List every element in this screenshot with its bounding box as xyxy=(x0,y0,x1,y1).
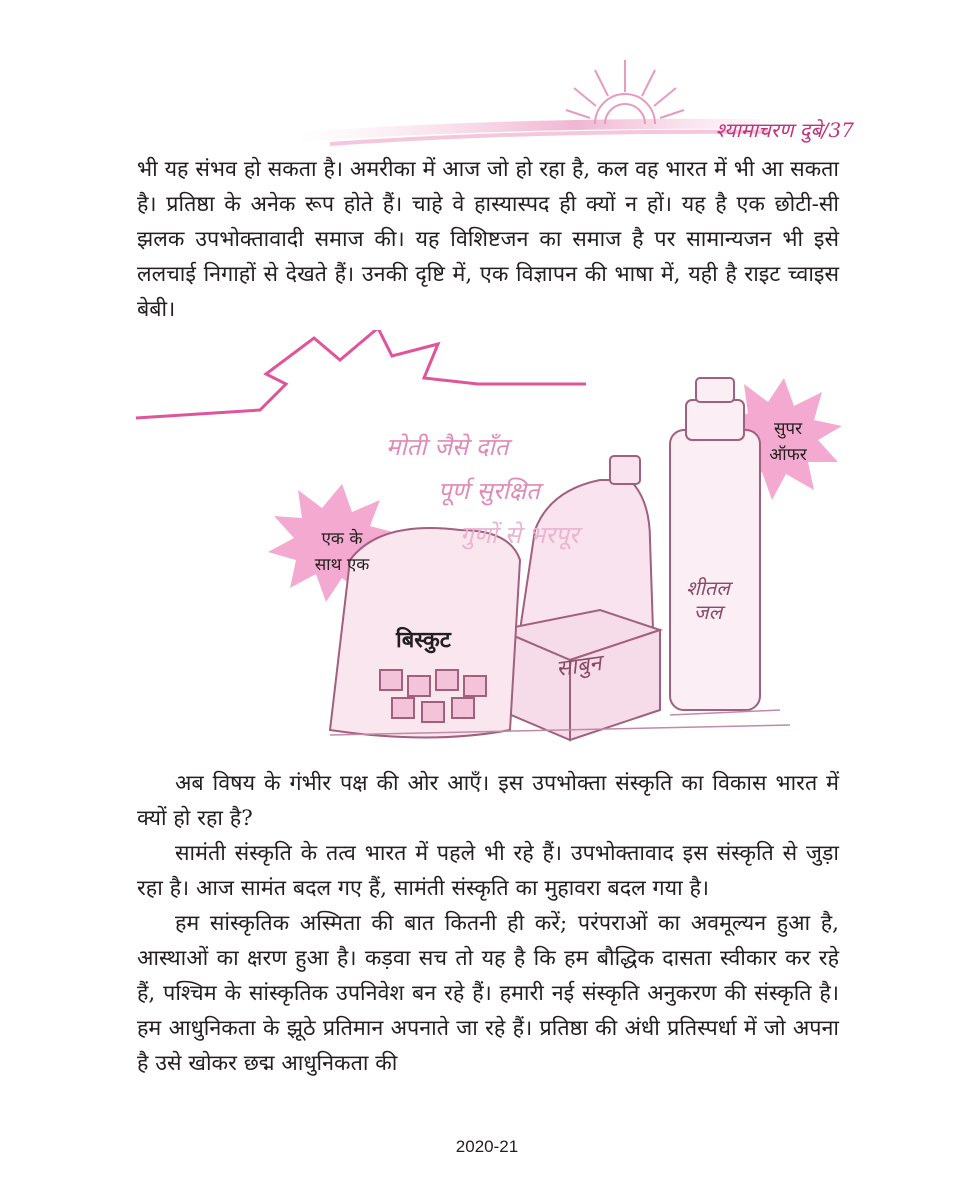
water-label-line-1: शीतल xyxy=(686,576,730,600)
offer-right-line-2: ऑफर xyxy=(769,445,807,465)
water-label-line-2: जल xyxy=(693,600,723,624)
page-footer-year: 2020-21 xyxy=(455,1137,519,1156)
offer-left-line-1: एक के xyxy=(321,529,363,549)
paragraph-4: हम सांस्कृतिक अस्मिता की बात कितनी ही करें; परंपराओं का अवमूल्यन हुआ है, आस्थाओं का क्षरण हुआ है। कड़वा सच तो यह है कि हम बौद्धिक दासता स्वीकार कर रहे हैं, पश्चिम के सांस्कृतिक उपनिवेश बन रहे हैं। हमारी नई संस्कृति अनुकरण की संस्कृति है। हम आधुनिकता के झूठे प्रतिमान अपनाते जा रहे हैं। प्रतिष्ठा की अंधी प्रतिस्पर्धा में जो अपना है उसे खोकर छद्म आधुनिकता की xyxy=(137,911,839,1076)
offer-right xyxy=(738,416,838,468)
paragraph-1: भी यह संभव हो सकता है। अमरीका में आज जो हो रहा है, कल वह भारत में भी आ सकता है। प्रतिष्ठा के अनेक रूप होते हैं। चाहे वे हास्यास्पद ही क्यों न हों। यह है एक छोटी-सी झलक उपभोक्तावादी समाज की। यह विशिष्टजन का समाज है पर सामान्यजन भी इसे ललचाई निगाहों से देखते हैं। उनकी दृष्टि में, एक विज्ञापन की भाषा में, यही है राइट च्वाइस बेबी। xyxy=(137,157,839,322)
zigzag-line xyxy=(136,330,586,418)
slogan-line-2: पूर्ण सुरक्षित xyxy=(438,477,540,505)
offer-left xyxy=(292,526,392,578)
slogan-line-1: मोती जैसे दाँत xyxy=(386,433,509,461)
paragraph-2: अब विषय के गंभीर पक्ष की ओर आएँ। इस उपभोक्ता संस्कृति का विकास भारत में क्यों हो रहा है? xyxy=(137,771,839,831)
soap-label: साबुन xyxy=(554,650,604,683)
biscuit-label: बिस्कुट xyxy=(396,628,451,653)
offer-right-line-1: सुपर xyxy=(773,419,803,439)
offer-left-line-2: साथ एक xyxy=(314,555,370,575)
slogan-line-3: गुणों से भरपूर xyxy=(460,521,579,549)
running-head: श्यामाचरण दुबे/37 xyxy=(715,118,854,142)
paragraph-3: सामंती संस्कृति के तत्व भारत में पहले भी रहे हैं। उपभोक्तावाद इस संस्कृति से जुड़ा रहा है। आज सामंत बदल गए हैं, सामंती संस्कृति का मुहावरा बदल गया है। xyxy=(137,841,839,901)
water-label xyxy=(668,576,748,624)
